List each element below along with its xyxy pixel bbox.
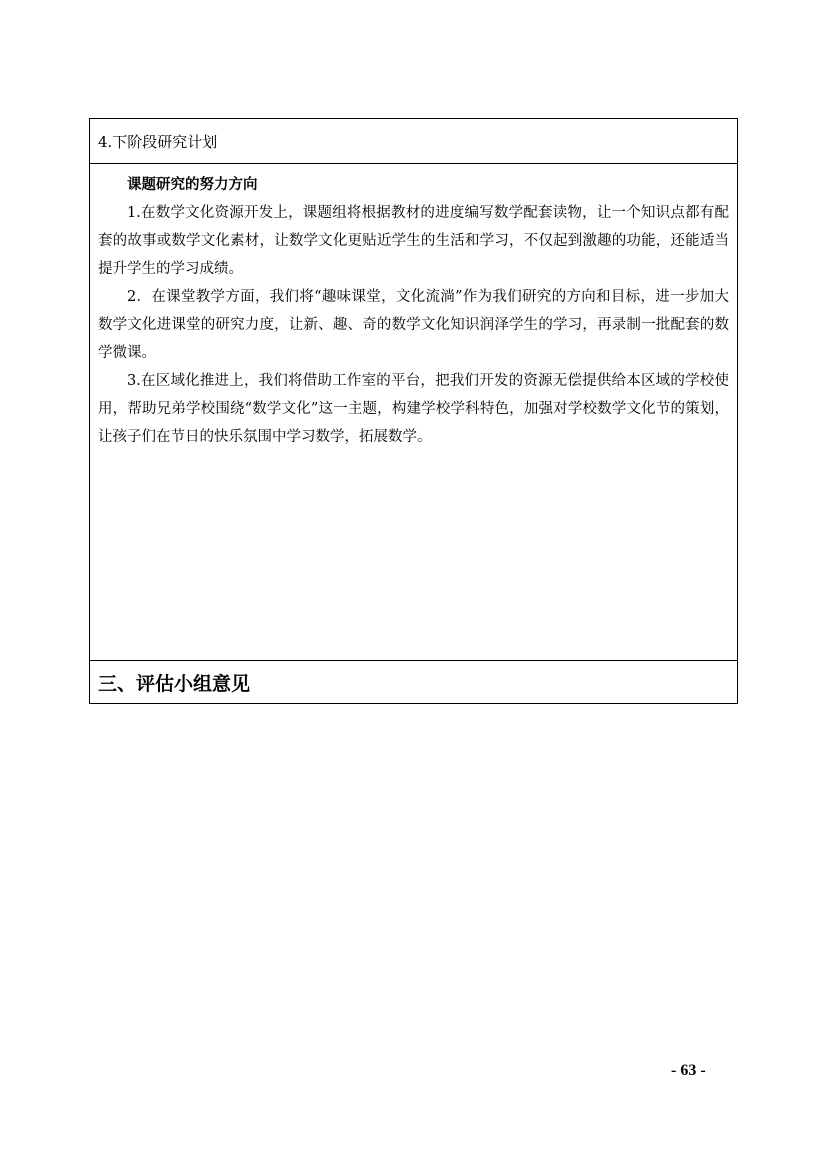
paragraph-2: 2．在课堂教学方面，我们将“趣味课堂，文化流淌”作为我们研究的方向和目标，进一步加大数学文化进课堂的研究力度，让新、趣、奇的数学文化知识润泽学生的学习，再录制一批配套的数学微课。 xyxy=(98,289,729,361)
section-heading: 4.下阶段研究计划 xyxy=(98,132,218,151)
table-header-row xyxy=(90,119,737,164)
paragraph-1: 1.在数学文化资源开发上，课题组将根据教材的进度编写数学配套读物，让一个知识点都有配套的故事或数学文化素材，让数学文化更贴近学生的生活和学习，不仅起到激趣的功能，还能适当提升学生的学习成绩。 xyxy=(98,205,729,277)
page-number: - 63 - xyxy=(671,1062,706,1079)
plan-table xyxy=(89,118,738,704)
content-subheading: 课题研究的努力方向 xyxy=(127,176,258,193)
evaluation-section-title: 三、评估小组意见 xyxy=(98,672,251,695)
paragraph-3: 3.在区域化推进上，我们将借助工作室的平台，把我们开发的资源无偿提供给本区域的学校使用，帮助兄弟学校围绕“数学文化”这一主题，构建学校学科特色，加强对学校数学文化节的策划，让孩子们在节日的快乐氛围中学习数学，拓展数学。 xyxy=(98,373,729,445)
evaluation-section-row xyxy=(90,661,737,703)
plan-content-cell xyxy=(90,164,737,661)
